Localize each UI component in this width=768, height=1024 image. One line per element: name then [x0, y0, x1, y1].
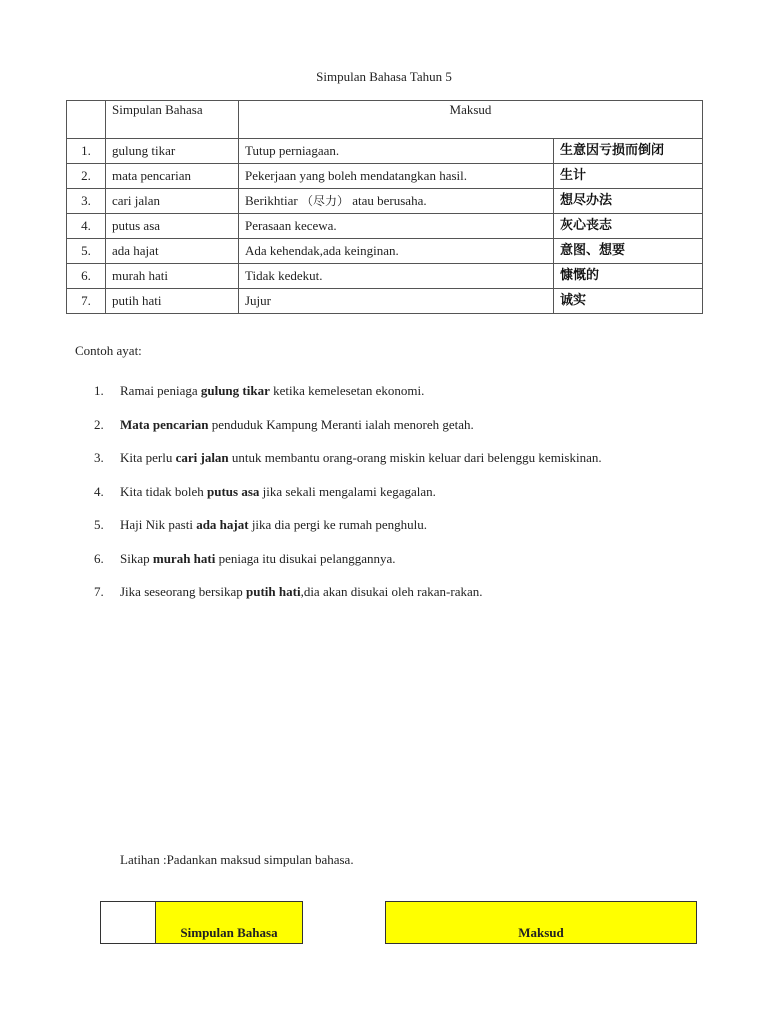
meaning-chinese-note: （尽力）: [300, 194, 349, 208]
list-item: [84, 483, 602, 517]
sentence-text: peniaga itu disukai pelanggannya.: [215, 550, 396, 566]
row-meaning: Tutup perniagaan.: [239, 139, 554, 164]
sentence-text: jika dia pergi ke rumah penghulu.: [248, 517, 428, 532]
exercise-gap: [303, 902, 386, 944]
page-title: Simpulan Bahasa Tahun 5: [316, 69, 452, 84]
sentence-bold-phrase: gulung tikar: [200, 383, 270, 398]
sentence-text: ,dia akan disukai oleh rakan-rakan.: [300, 584, 483, 599]
table-row: [67, 239, 703, 264]
item-number: 1.: [94, 383, 104, 398]
list-item: [84, 416, 602, 450]
sentence-text: ketika kemelesetan ekonomi.: [269, 383, 425, 398]
row-number: 4.: [67, 214, 106, 239]
examples-label: Contoh ayat:: [75, 343, 142, 358]
item-number: 7.: [94, 584, 104, 599]
table-row: [67, 289, 703, 314]
row-chinese: 生计: [554, 164, 703, 189]
exercise-header-maksud: Maksud: [386, 902, 697, 944]
exercise-table: [100, 901, 697, 944]
header-number-cell: [67, 101, 106, 139]
row-meaning: [239, 189, 554, 214]
example-sentences-list: [84, 382, 602, 617]
row-phrase: mata pencarian: [106, 164, 239, 189]
row-phrase: putus asa: [106, 214, 239, 239]
sentence-text: Ramai peniaga: [120, 383, 201, 398]
sentence-text: Haji Nik pasti: [120, 517, 197, 532]
list-item: [84, 550, 602, 584]
row-meaning: Perasaan kecewa.: [239, 214, 554, 239]
sentence-text: Kita tidak boleh: [120, 483, 208, 499]
sentence-bold-phrase: ada hajat: [196, 517, 249, 532]
table-row: [67, 214, 703, 239]
list-item: [84, 449, 602, 483]
row-chinese: 想尽办法: [554, 189, 703, 214]
row-meaning: Pekerjaan yang boleh mendatangkan hasil.: [239, 164, 554, 189]
row-chinese: 生意因亏损而倒闭: [554, 139, 703, 164]
exercise-instruction: Latihan :Padankan maksud simpulan bahasa.: [120, 852, 354, 867]
table-row: [67, 264, 703, 289]
row-chinese: 灰心丧志: [554, 214, 703, 239]
sentence-text: Kita perlu: [120, 450, 176, 465]
row-chinese: 慷慨的: [554, 264, 703, 289]
row-number: 1.: [67, 139, 106, 164]
item-number: 6.: [94, 550, 104, 566]
list-item: [84, 583, 602, 617]
exercise-empty-cell: [101, 902, 156, 944]
sentence-text: penduduk Kampung Meranti ialah menoreh getah.: [208, 416, 474, 432]
list-item: [84, 382, 602, 416]
row-number: 7.: [67, 289, 106, 314]
row-phrase: gulung tikar: [106, 139, 239, 164]
row-number: 2.: [67, 164, 106, 189]
row-chinese: 诚实: [554, 289, 703, 314]
simpulan-bahasa-table: [66, 100, 703, 314]
row-phrase: cari jalan: [106, 189, 239, 214]
row-number: 5.: [67, 239, 106, 264]
meaning-text: Berikhtiar: [245, 193, 298, 208]
table-row: [67, 189, 703, 214]
item-number: 2.: [94, 416, 104, 432]
sentence-text: Jika seseorang bersikap: [120, 584, 246, 599]
list-item: [84, 516, 602, 550]
row-number: 3.: [67, 189, 106, 214]
exercise-header-row: [101, 902, 697, 944]
table-header-row: [67, 101, 703, 139]
table-row: [67, 164, 703, 189]
row-phrase: murah hati: [106, 264, 239, 289]
sentence-bold-phrase: Mata pencarian: [120, 416, 209, 432]
item-number: 5.: [94, 517, 104, 532]
row-meaning: Tidak kedekut.: [239, 264, 554, 289]
row-number: 6.: [67, 264, 106, 289]
sentence-bold-phrase: putih hati: [246, 584, 301, 599]
meaning-text: atau berusaha.: [352, 193, 427, 208]
sentence-bold-phrase: murah hati: [152, 550, 216, 566]
header-maksud: Maksud: [239, 101, 703, 139]
sentence-text: Sikap: [120, 550, 153, 566]
row-chinese: 意图、想要: [554, 239, 703, 264]
sentence-bold-phrase: putus asa: [207, 483, 260, 499]
row-phrase: ada hajat: [106, 239, 239, 264]
item-number: 4.: [94, 483, 104, 499]
table-row: [67, 139, 703, 164]
row-meaning: Jujur: [239, 289, 554, 314]
sentence-bold-phrase: cari jalan: [175, 450, 229, 465]
row-phrase: putih hati: [106, 289, 239, 314]
row-meaning: Ada kehendak,ada keinginan.: [239, 239, 554, 264]
sentence-text: jika sekali mengalami kegagalan.: [259, 483, 436, 499]
sentence-text: untuk membantu orang-orang miskin keluar dari belenggu kemiskinan.: [228, 450, 602, 465]
exercise-header-simpulan-bahasa: Simpulan Bahasa: [156, 902, 303, 944]
item-number: 3.: [94, 450, 104, 465]
header-simpulan-bahasa: Simpulan Bahasa: [106, 101, 239, 139]
